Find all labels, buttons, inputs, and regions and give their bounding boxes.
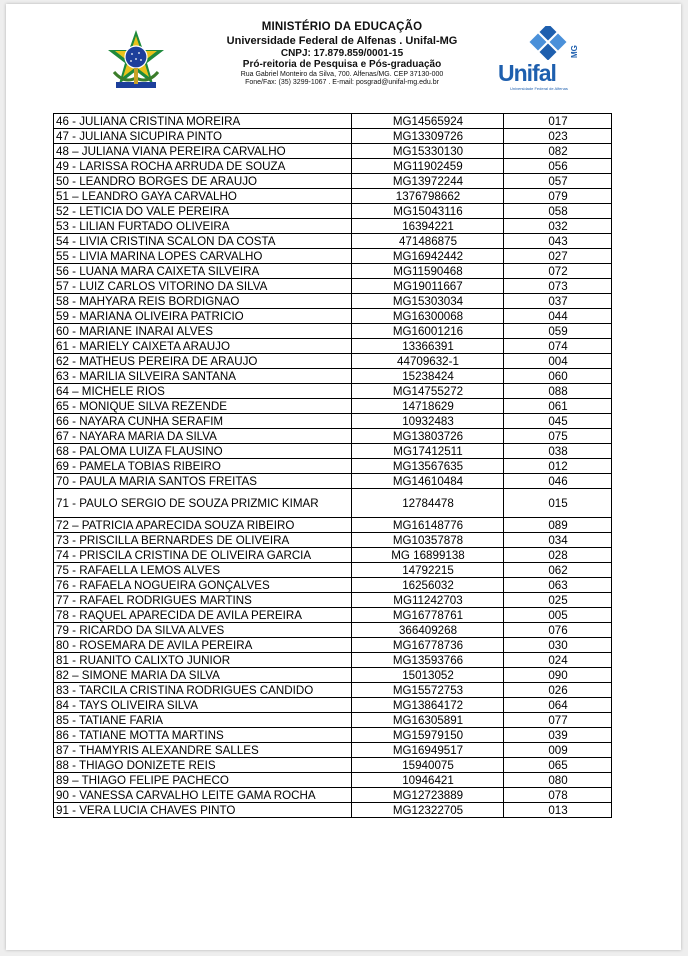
document-number-cell: 14718629 [352,399,504,414]
candidate-name-cell: 82 – SIMONE MARIA DA SILVA [54,668,352,683]
table-row [54,788,612,803]
candidate-name-cell: 61 - MARIELY CAIXETA ARAUJO [54,339,352,354]
code-cell: 073 [504,279,612,294]
code-cell: 028 [504,548,612,563]
table-row [54,219,612,234]
document-number-cell: MG15330130 [352,144,504,159]
document-number-cell: 10932483 [352,414,504,429]
code-cell: 005 [504,608,612,623]
unifal-mg-label: MG [570,45,579,58]
candidate-name-cell: 85 - TATIANE FARIA [54,713,352,728]
code-cell: 012 [504,459,612,474]
table-row [54,114,612,129]
candidate-name-cell: 88 - THIAGO DONIZETE REIS [54,758,352,773]
candidate-name-cell: 74 - PRISCILA CRISTINA DE OLIVEIRA GARCIA [54,548,352,563]
candidate-name-cell: 65 - MONIQUE SILVA REZENDE [54,399,352,414]
table-row [54,384,612,399]
code-cell: 004 [504,354,612,369]
document-number-cell: 471486875 [352,234,504,249]
candidate-name-cell: 54 - LIVIA CRISTINA SCALON DA COSTA [54,234,352,249]
table-row [54,593,612,608]
code-cell: 046 [504,474,612,489]
candidate-name-cell: 53 - LILIAN FURTADO OLIVEIRA [54,219,352,234]
table-row [54,683,612,698]
candidate-name-cell: 81 - RUANITO CALIXTO JUNIOR [54,653,352,668]
candidate-name-cell: 50 - LEANDRO BORGES DE ARAUJO [54,174,352,189]
document-number-cell: MG16300068 [352,309,504,324]
candidate-name-cell: 73 - PRISCILLA BERNARDES DE OLIVEIRA [54,533,352,548]
table-row [54,309,612,324]
table-row [54,444,612,459]
table-row [54,489,612,518]
table-row [54,159,612,174]
table-row [54,563,612,578]
table-row [54,399,612,414]
university-name: Universidade Federal de Alfenas . Unifal-MG [226,34,458,47]
table-row [54,459,612,474]
table-row [54,623,612,638]
table-row [54,743,612,758]
ministry-name: MINISTÉRIO DA EDUCAÇÃO [261,21,423,33]
candidates-table [53,113,612,818]
code-cell: 017 [504,114,612,129]
table-row [54,474,612,489]
table-row [54,144,612,159]
letterhead-text [196,21,488,88]
candidate-name-cell: 87 - THAMYRIS ALEXANDRE SALLES [54,743,352,758]
table-row [54,414,612,429]
document-number-cell: MG14565924 [352,114,504,129]
table-row [54,204,612,219]
candidate-name-cell: 71 - PAULO SERGIO DE SOUZA PRIZMIC KIMAR [54,489,352,518]
code-cell: 080 [504,773,612,788]
code-cell: 076 [504,623,612,638]
candidate-name-cell: 78 - RAQUEL APARECIDA DE AVILA PEREIRA [54,608,352,623]
candidates-table-body [54,114,612,818]
candidate-name-cell: 51 – LEANDRO GAYA CARVALHO [54,189,352,204]
candidate-name-cell: 86 - TATIANE MOTTA MARTINS [54,728,352,743]
document-number-cell: 12784478 [352,489,504,518]
table-row [54,234,612,249]
code-cell: 062 [504,563,612,578]
document-number-cell: 10946421 [352,773,504,788]
document-number-cell: MG16001216 [352,324,504,339]
code-cell: 088 [504,384,612,399]
candidate-name-cell: 62 - MATHEUS PEREIRA DE ARAUJO [54,354,352,369]
document-number-cell: MG14610484 [352,474,504,489]
unifal-logo [498,26,588,96]
document-number-cell: 14792215 [352,563,504,578]
table-row [54,608,612,623]
table-row [54,518,612,533]
contact-info: Fone/Fax: (35) 3299-1067 . E-mail: posgrad@unifal-mg.edu.br [245,79,439,87]
table-row [54,174,612,189]
code-cell: 015 [504,489,612,518]
document-number-cell: MG16949517 [352,743,504,758]
document-number-cell: MG14755272 [352,384,504,399]
candidate-name-cell: 75 - RAFAELLA LEMOS ALVES [54,563,352,578]
document-number-cell: MG12322705 [352,803,504,818]
candidate-name-cell: 80 - ROSEMARA DE AVILA PEREIRA [54,638,352,653]
document-number-cell: MG16778761 [352,608,504,623]
document-number-cell: MG16148776 [352,518,504,533]
code-cell: 032 [504,219,612,234]
candidate-name-cell: 64 – MICHELE RIOS [54,384,352,399]
candidate-name-cell: 57 - LUIZ CARLOS VITORINO DA SILVA [54,279,352,294]
document-number-cell: 15940075 [352,758,504,773]
candidate-name-cell: 48 – JULIANA VIANA PEREIRA CARVALHO [54,144,352,159]
table-row [54,653,612,668]
document-number-cell: MG15303034 [352,294,504,309]
candidate-name-cell: 67 - NAYARA MARIA DA SILVA [54,429,352,444]
document-number-cell: MG13864172 [352,698,504,713]
candidate-name-cell: 63 - MARILIA SILVEIRA SANTANA [54,369,352,384]
table-row [54,758,612,773]
document-number-cell: MG13972244 [352,174,504,189]
cnpj: CNPJ: 17.879.859/0001-15 [280,47,404,59]
table-row [54,264,612,279]
document-number-cell: 15013052 [352,668,504,683]
candidate-name-cell: 46 - JULIANA CRISTINA MOREIRA [54,114,352,129]
document-number-cell: MG 16899138 [352,548,504,563]
code-cell: 072 [504,264,612,279]
candidate-name-cell: 68 - PALOMA LUIZA FLAUSINO [54,444,352,459]
code-cell: 037 [504,294,612,309]
unifal-wordmark: Unifal [498,60,556,86]
document-number-cell: 1376798662 [352,189,504,204]
document-number-cell: MG16778736 [352,638,504,653]
table-row [54,369,612,384]
table-row [54,249,612,264]
code-cell: 039 [504,728,612,743]
code-cell: 077 [504,713,612,728]
code-cell: 056 [504,159,612,174]
document-number-cell: 15238424 [352,369,504,384]
document-number-cell: MG13803726 [352,429,504,444]
brazil-coat-of-arms-icon [104,28,168,92]
code-cell: 079 [504,189,612,204]
candidate-name-cell: 56 - LUANA MARA CAIXETA SILVEIRA [54,264,352,279]
candidate-name-cell: 66 - NAYARA CUNHA SERAFIM [54,414,352,429]
document-number-cell: MG16305891 [352,713,504,728]
table-row [54,578,612,593]
address: Rua Gabriel Monteiro da Silva, 700. Alfenas/MG. CEP 37130-000 [240,71,444,79]
table-row [54,773,612,788]
code-cell: 074 [504,339,612,354]
code-cell: 025 [504,593,612,608]
table-row [54,713,612,728]
document-number-cell: MG13567635 [352,459,504,474]
table-row [54,429,612,444]
document-number-cell: MG15043116 [352,204,504,219]
table-row [54,294,612,309]
candidate-name-cell: 90 - VANESSA CARVALHO LEITE GAMA ROCHA [54,788,352,803]
table-row [54,129,612,144]
code-cell: 023 [504,129,612,144]
table-row [54,354,612,369]
document-number-cell: MG10357878 [352,533,504,548]
table-row [54,668,612,683]
code-cell: 038 [504,444,612,459]
candidate-name-cell: 55 - LIVIA MARINA LOPES CARVALHO [54,249,352,264]
candidate-name-cell: 72 – PATRICIA APARECIDA SOUZA RIBEIRO [54,518,352,533]
code-cell: 030 [504,638,612,653]
document-number-cell: MG15979150 [352,728,504,743]
table-row [54,728,612,743]
candidate-name-cell: 83 - TARCILA CRISTINA RODRIGUES CANDIDO [54,683,352,698]
candidate-name-cell: 60 - MARIANE INARAI ALVES [54,324,352,339]
code-cell: 043 [504,234,612,249]
code-cell: 090 [504,668,612,683]
candidate-name-cell: 58 - MAHYARA REIS BORDIGNAO [54,294,352,309]
table-row [54,324,612,339]
code-cell: 060 [504,369,612,384]
document-page [6,4,681,950]
document-number-cell: 16256032 [352,578,504,593]
candidate-name-cell: 69 - PAMELA TOBIAS RIBEIRO [54,459,352,474]
document-number-cell: MG11590468 [352,264,504,279]
document-number-cell: MG11902459 [352,159,504,174]
document-number-cell: 16394221 [352,219,504,234]
candidate-name-cell: 79 - RICARDO DA SILVA ALVES [54,623,352,638]
candidate-name-cell: 89 – THIAGO FELIPE PACHECO [54,773,352,788]
code-cell: 013 [504,803,612,818]
document-number-cell: MG12723889 [352,788,504,803]
table-row [54,638,612,653]
candidate-name-cell: 91 - VERA LUCIA CHAVES PINTO [54,803,352,818]
code-cell: 058 [504,204,612,219]
code-cell: 034 [504,533,612,548]
document-number-cell: 13366391 [352,339,504,354]
code-cell: 064 [504,698,612,713]
document-number-cell: MG13309726 [352,129,504,144]
table-row [54,803,612,818]
candidate-name-cell: 52 - LETICIA DO VALE PEREIRA [54,204,352,219]
candidate-name-cell: 70 - PAULA MARIA SANTOS FREITAS [54,474,352,489]
table-row [54,279,612,294]
code-cell: 026 [504,683,612,698]
code-cell: 082 [504,144,612,159]
code-cell: 057 [504,174,612,189]
code-cell: 027 [504,249,612,264]
table-row [54,548,612,563]
code-cell: 065 [504,758,612,773]
code-cell: 009 [504,743,612,758]
code-cell: 024 [504,653,612,668]
candidate-name-cell: 47 - JULIANA SICUPIRA PINTO [54,129,352,144]
unifal-cross-icon [528,26,568,60]
candidate-name-cell: 84 - TAYS OLIVEIRA SILVA [54,698,352,713]
document-number-cell: MG19011667 [352,279,504,294]
unifal-subtitle: Universidade Federal de Alfenas [510,86,568,91]
code-cell: 044 [504,309,612,324]
document-number-cell: MG16942442 [352,249,504,264]
department-name: Pró-reitoria de Pesquisa e Pós-graduação [242,59,442,71]
code-cell: 063 [504,578,612,593]
table-row [54,339,612,354]
candidate-name-cell: 76 - RAFAELA NOGUEIRA GONÇALVES [54,578,352,593]
document-number-cell: 366409268 [352,623,504,638]
letterhead [6,4,681,109]
code-cell: 075 [504,429,612,444]
code-cell: 045 [504,414,612,429]
document-number-cell: MG11242703 [352,593,504,608]
document-number-cell: 44709632-1 [352,354,504,369]
table-row [54,533,612,548]
code-cell: 059 [504,324,612,339]
table-row [54,189,612,204]
code-cell: 078 [504,788,612,803]
table-row [54,698,612,713]
document-number-cell: MG13593766 [352,653,504,668]
candidate-name-cell: 59 - MARIANA OLIVEIRA PATRICIO [54,309,352,324]
document-number-cell: MG17412511 [352,444,504,459]
code-cell: 061 [504,399,612,414]
document-number-cell: MG15572753 [352,683,504,698]
code-cell: 089 [504,518,612,533]
candidate-name-cell: 49 - LARISSA ROCHA ARRUDA DE SOUZA [54,159,352,174]
candidate-name-cell: 77 - RAFAEL RODRIGUES MARTINS [54,593,352,608]
